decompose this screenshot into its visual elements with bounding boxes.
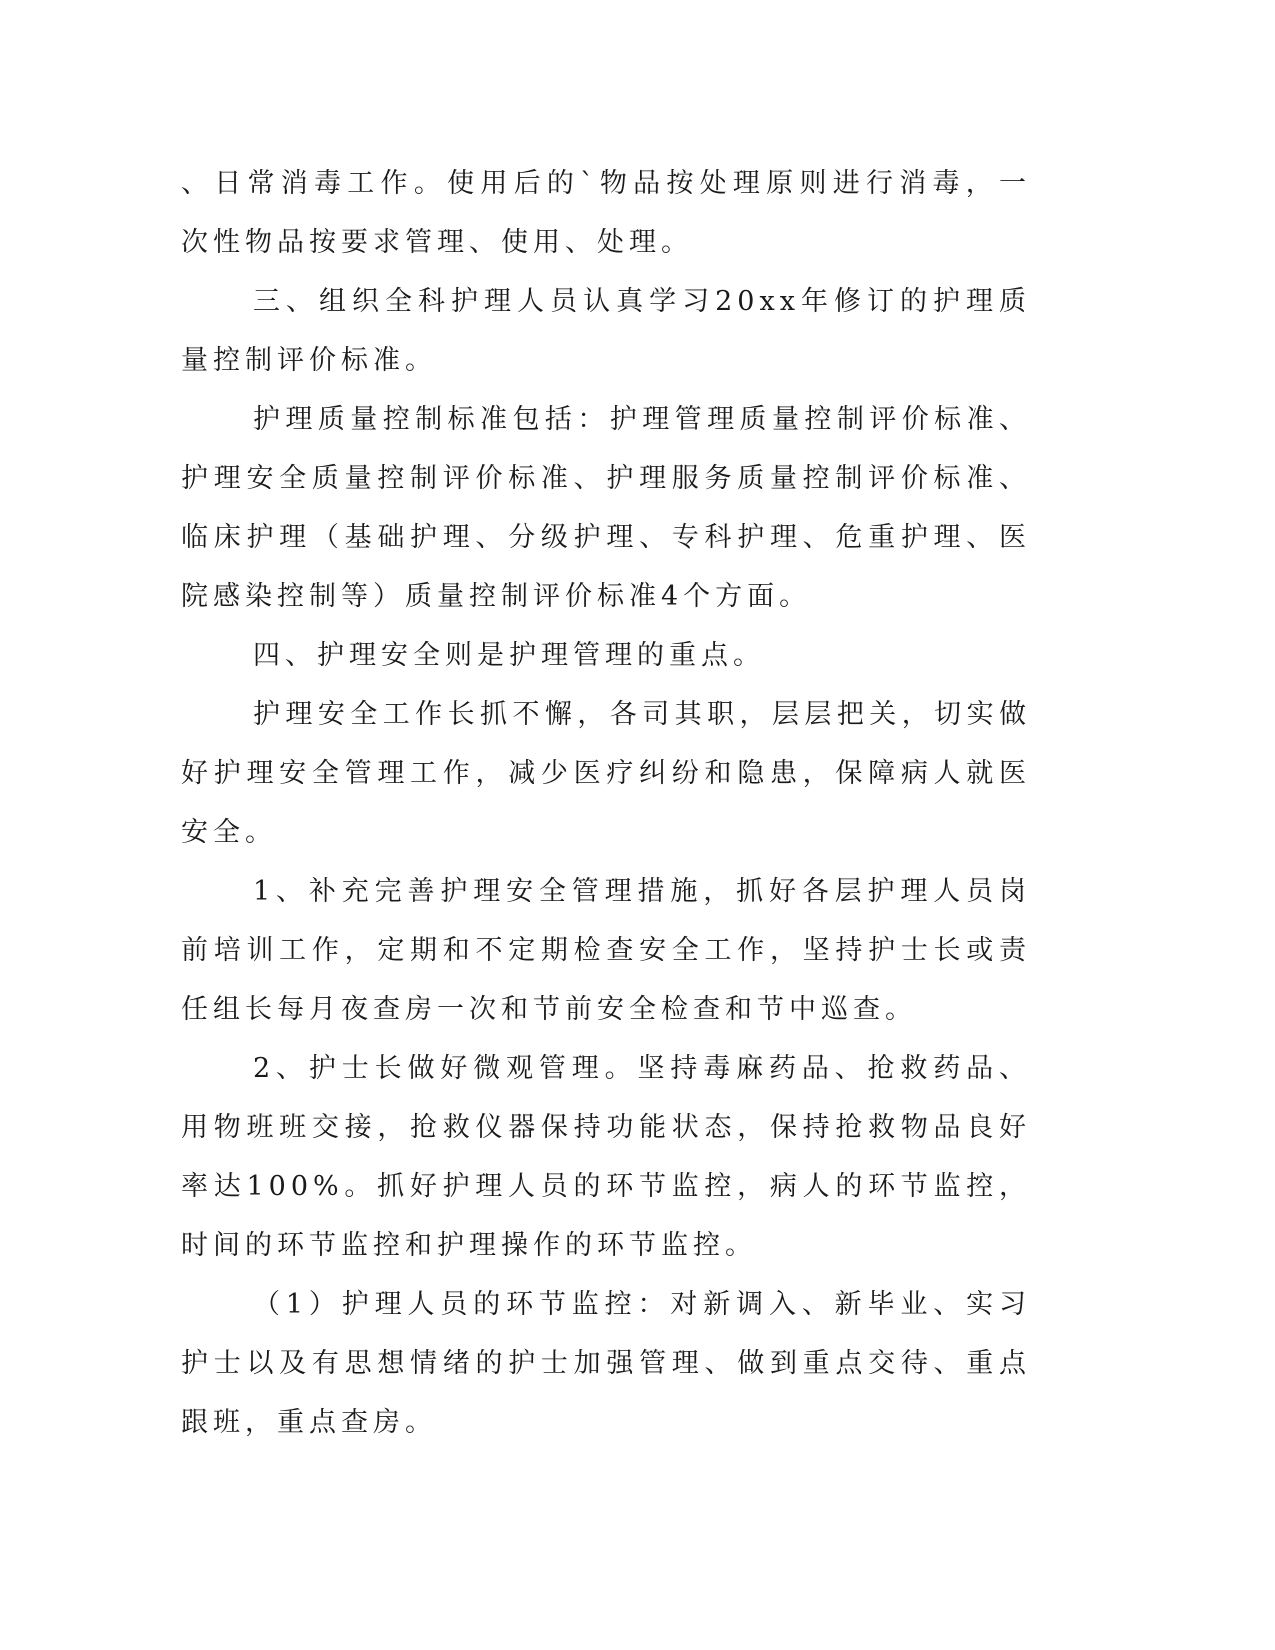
paragraph-6: 1、补充完善护理安全管理措施，抓好各层护理人员岗前培训工作，定期和不定期检查安全工作，坚持护士长或责任组长每月夜查房一次和节前安全检查和节中巡查。: [181, 876, 1031, 1025]
paragraph-5: 护理安全工作长抓不懈，各司其职，层层把关，切实做好护理安全管理工作，减少医疗纠纷和隐患，保障病人就医安全。: [181, 699, 1031, 848]
document-body: [181, 154, 1031, 1452]
paragraph-1: 、日常消毒工作。使用后的`物品按处理原则进行消毒，一次性物品按要求管理、使用、处理。: [181, 168, 1031, 258]
paragraph-7: 2、护士长做好微观管理。坚持毒麻药品、抢救药品、用物班班交接，抢救仪器保持功能状态，保持抢救物品良好率达100%。抓好护理人员的环节监控，病人的环节监控，时间的环节监控和护理操作的环节监控。: [181, 1053, 1031, 1261]
paragraph-2: 三、组织全科护理人员认真学习20xx年修订的护理质量控制评价标准。: [181, 286, 1031, 376]
paragraph-3: 护理质量控制标准包括：护理管理质量控制评价标准、护理安全质量控制评价标准、护理服务质量控制评价标准、临床护理（基础护理、分级护理、专科护理、危重护理、医院感染控制等）质量控制评价标准4个方面。: [181, 404, 1031, 612]
paragraph-8: （1）护理人员的环节监控：对新调入、新毕业、实习护士以及有思想情绪的护士加强管理、做到重点交待、重点跟班，重点查房。: [181, 1289, 1031, 1438]
paragraph-4: 四、护理安全则是护理管理的重点。: [253, 640, 765, 671]
